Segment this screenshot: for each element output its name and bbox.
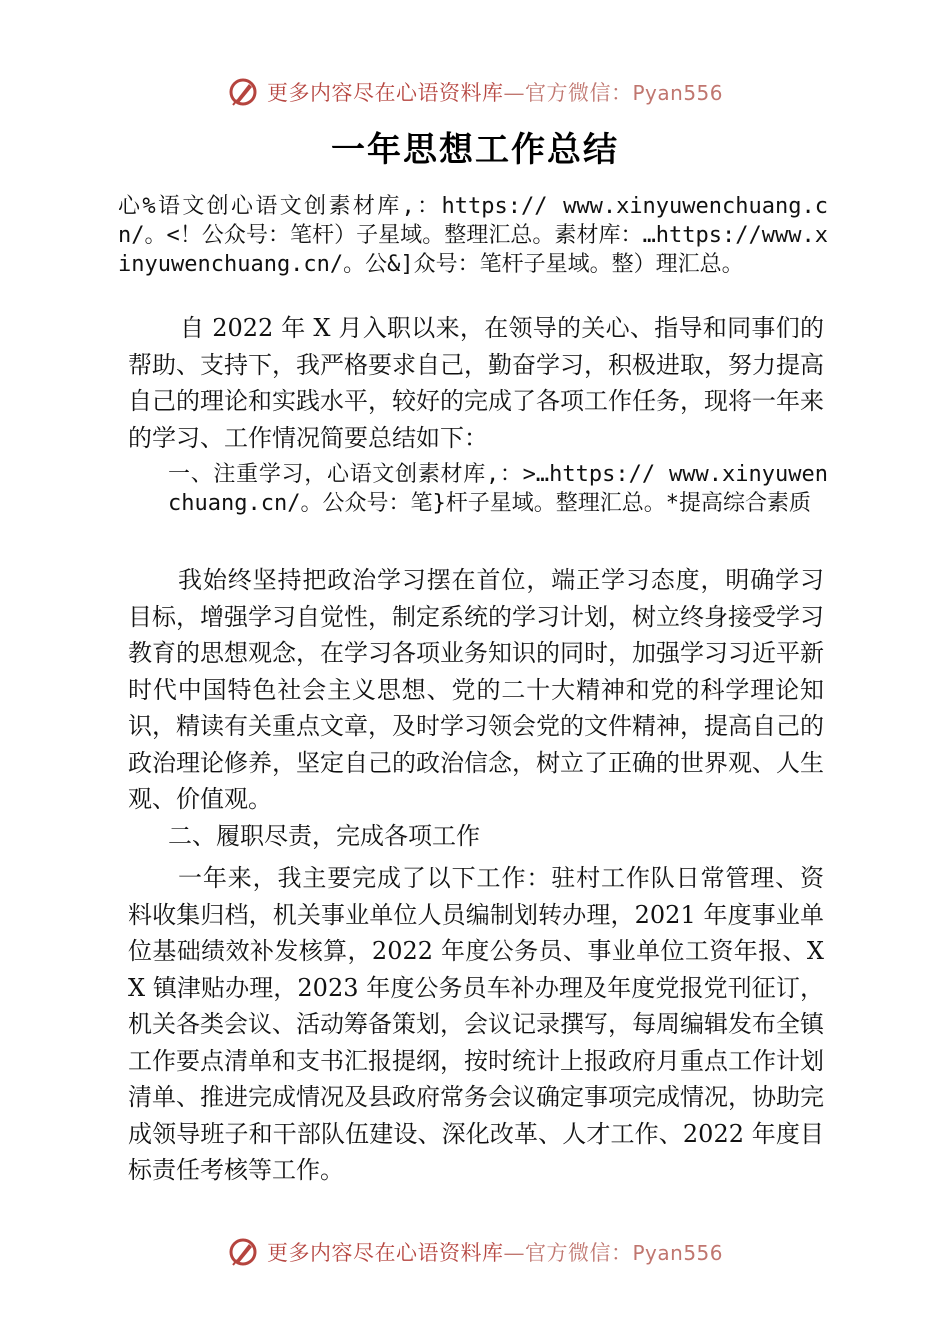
meta-note: 心%语文创心语文创素材库,：https:// www.xinyuwenchuang.cn/。<！公众号：笔杆）子星域。整理汇总。素材库：…https://www.xinyuwenchuang.cn/。公&]众号：笔杆子星域。整）理汇总。: [118, 194, 828, 277]
watermark-text: 更多内容尽在心语资料库—官方微信：Pyan556: [266, 81, 723, 105]
section-1-body: 我始终坚持把政治学习摆在首位，端正学习态度，明确学习目标，增强学习自觉性，制定系统的学习计划，树立终身接受学习教育的思想观念，在学习各项业务知识的同时，加强学习习近平新时代中国特色社会主义思想、党的二十大精神和党的科学理论知识，精读有关重点文章，及时学习领会党的文件精神，提高自己的政治理论修养，坚定自己的政治信念，树立了正确的世界观、人生观、价值观。: [128, 566, 824, 813]
section-heading-1: 一、注重学习，心语文创素材库,：>…https:// www.xinyuwenchuang.cn/。公众号：笔}杆子星域。整理汇总。*提高综合素质: [168, 462, 828, 516]
header-watermark: [0, 72, 950, 112]
quill-pen-icon: [227, 1236, 259, 1268]
page-title: 一年思想工作总结: [331, 130, 619, 170]
footer-watermark: [0, 1232, 950, 1272]
intro-paragraph: 自 2022 年 X 月入职以来，在领导的关心、指导和同事们的帮助、支持下，我严格要求自己，勤奋学习，积极进取，努力提高自己的理论和实践水平，较好的完成了各项工作任务，现将一年来的学习、工作情况简要总结如下：: [128, 314, 824, 452]
section-2-body: 一年来，我主要完成了以下工作：驻村工作队日常管理、资料收集归档，机关事业单位人员编制划转办理，2021 年度事业单位基础绩效补发核算，2022 年度公务员、事业单位工资年报、XX 镇津贴办理，2023 年度公务员车补办理及年度党报党刊征订，机关各类会议、活动筹备策划，会议记录撰写，每周编辑发布全镇工作要点清单和支书汇报提纲，按时统计上报政府月重点工作计划清单、推进完成情况及县政府常务会议确定事项完成情况，协助完成领导班子和干部队伍建设、深化改革、人才工作、2022 年度目标责任考核等工作。: [128, 864, 824, 1184]
section-heading-2: 二、履职尽责，完成各项工作: [168, 822, 480, 850]
watermark-text: 更多内容尽在心语资料库—官方微信：Pyan556: [266, 1241, 723, 1265]
quill-pen-icon: [227, 76, 259, 108]
